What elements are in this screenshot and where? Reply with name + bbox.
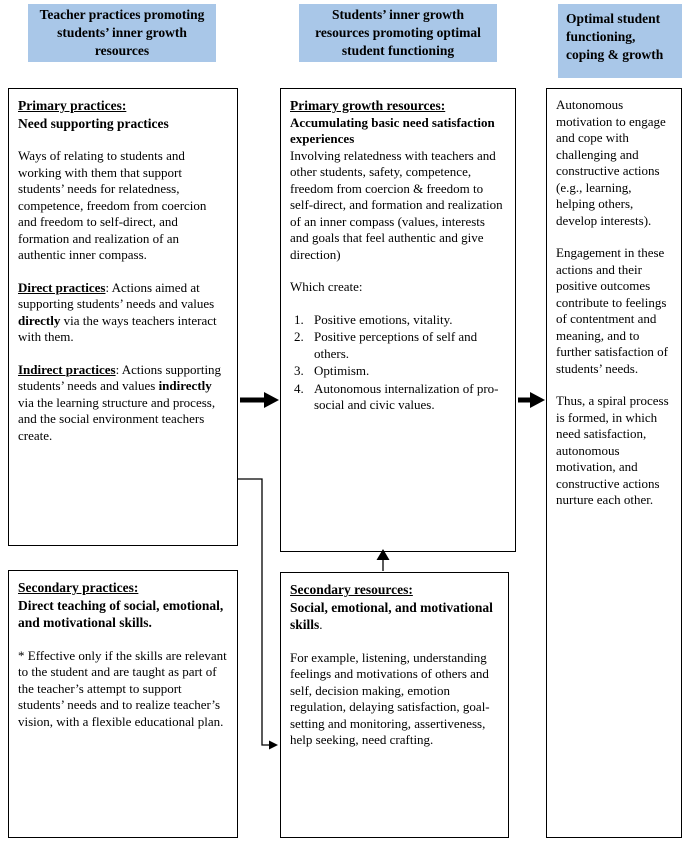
indirect-practices-pre: : Actions supporting students’ needs and values [18, 361, 222, 393]
list-item-text: Positive perceptions of self and others. [314, 329, 478, 361]
list-item-text: Optimism. [314, 363, 370, 378]
connector-practices-to-secondary-resources [238, 479, 278, 750]
indirect-practices-paragraph [18, 362, 228, 445]
list-item-text: Positive emotions, vitality. [314, 311, 453, 327]
arrow-resources-to-functioning [518, 392, 545, 408]
list-item-number: 3. [294, 363, 304, 378]
secondary-resources-subtitle-text: Social, emotional, and motivational skills [290, 599, 493, 632]
box-primary-growth-resources [280, 88, 516, 552]
optimal-functioning-paragraph-3: Thus, a spiral process is formed, in which need satisfaction, autonomous motivation, and constructive actions nurture each other. [556, 393, 669, 507]
arrow-secondary-to-primary-resources [377, 549, 390, 571]
list-item-number: 2. [294, 329, 304, 344]
secondary-practices-title-text: Secondary practices: [18, 580, 139, 595]
secondary-practices-note: * Effective only if the skills are relevant to the student and are taught as part of the teacher’s attempt to support students’ needs and to realize teacher’s vision, with a flexible educational plan. [18, 647, 227, 729]
secondary-practices-subtitle-text: Direct teaching of social, emotional, and motivational skills. [18, 597, 224, 630]
box-optimal-functioning [546, 88, 682, 838]
box-secondary-resources [280, 572, 509, 838]
primary-practices-title-text: Primary practices: [18, 98, 127, 113]
primary-practices-subtitle-text: Need supporting practices [18, 115, 169, 131]
direct-practices-label: Direct practices [18, 279, 106, 295]
secondary-resources-subtitle [290, 599, 499, 634]
secondary-resources-paragraph: For example, listening, understanding feelings and motivations of others and self, decision making, emotion regulation, delaying satisfaction, goal-setting and monitoring, assertiveness, help seeking, need crafting. [290, 649, 490, 747]
optimal-functioning-paragraph-1: Autonomous motivation to engage and cope with challenging and constructive actions (e.g., learning, helping others, develop interests). [556, 97, 666, 228]
list-item-number: 1. [294, 311, 304, 327]
direct-practices-emphasis: directly [18, 312, 61, 328]
header-optimal-functioning [558, 4, 682, 78]
list-item [294, 381, 506, 414]
primary-resources-subtitle [290, 115, 506, 148]
primary-resources-paragraph: Involving relatedness with teachers and other students, safety, competence, freedom from coercion & freedom to self-direct, and formation and realization of an inner compass (values, interests and goals that feel authentic and give direction) [290, 147, 503, 262]
secondary-resources-title-text: Secondary resources: [290, 582, 413, 597]
list-item-text: Autonomous internalization of pro-social and civic values. [314, 380, 499, 412]
direct-practices-post: via the ways teachers interact with them. [18, 312, 217, 344]
primary-resources-title [290, 97, 506, 115]
primary-resources-title-text: Primary growth resources: [290, 98, 446, 113]
header-inner-growth-resources [299, 4, 497, 62]
box-primary-practices [8, 88, 238, 546]
list-item [294, 312, 506, 329]
indirect-practices-label: Indirect practices [18, 361, 116, 377]
secondary-resources-title [290, 581, 499, 599]
list-item-number: 4. [294, 380, 304, 396]
list-item [294, 363, 506, 380]
arrow-practices-to-resources [240, 392, 279, 408]
secondary-practices-title [18, 579, 228, 597]
which-create-label: Which create: [290, 279, 363, 294]
primary-resources-subtitle-text: Accumulating basic need satisfaction experiences [290, 114, 495, 146]
secondary-resources-subtitle-period: . [319, 617, 323, 632]
primary-practices-title [18, 97, 228, 115]
growth-outcomes-list [290, 312, 506, 414]
header-inner-growth-resources-label: Students’ inner growth resources promoting optimal student functioning [315, 7, 481, 58]
primary-practices-paragraph: Ways of relating to students and working with them that support students’ needs for relatedness, competence, freedom from coercion and freedom to self-direct, and formation and realization of an authentic inner compass. [18, 148, 207, 262]
optimal-functioning-paragraph-2: Engagement in these actions and their positive outcomes contribute to feelings of contentment and meaning, and to further satisfaction of students’ needs. [556, 245, 668, 376]
indirect-practices-post: via the learning structure and process, and the social environment teachers create. [18, 394, 216, 443]
primary-practices-subtitle [18, 115, 228, 133]
header-teacher-practices-label: Teacher practices promoting students’ inner growth resources [39, 7, 205, 58]
indirect-practices-emphasis: indirectly [158, 378, 212, 393]
header-optimal-functioning-label: Optimal student functioning, coping & growth [566, 11, 664, 62]
box-secondary-practices [8, 570, 238, 838]
direct-practices-paragraph [18, 280, 228, 346]
secondary-practices-subtitle [18, 597, 228, 632]
header-teacher-practices [28, 4, 216, 62]
direct-practices-pre: : Actions aimed at supporting students’ needs and values [18, 279, 215, 311]
list-item [294, 329, 506, 362]
